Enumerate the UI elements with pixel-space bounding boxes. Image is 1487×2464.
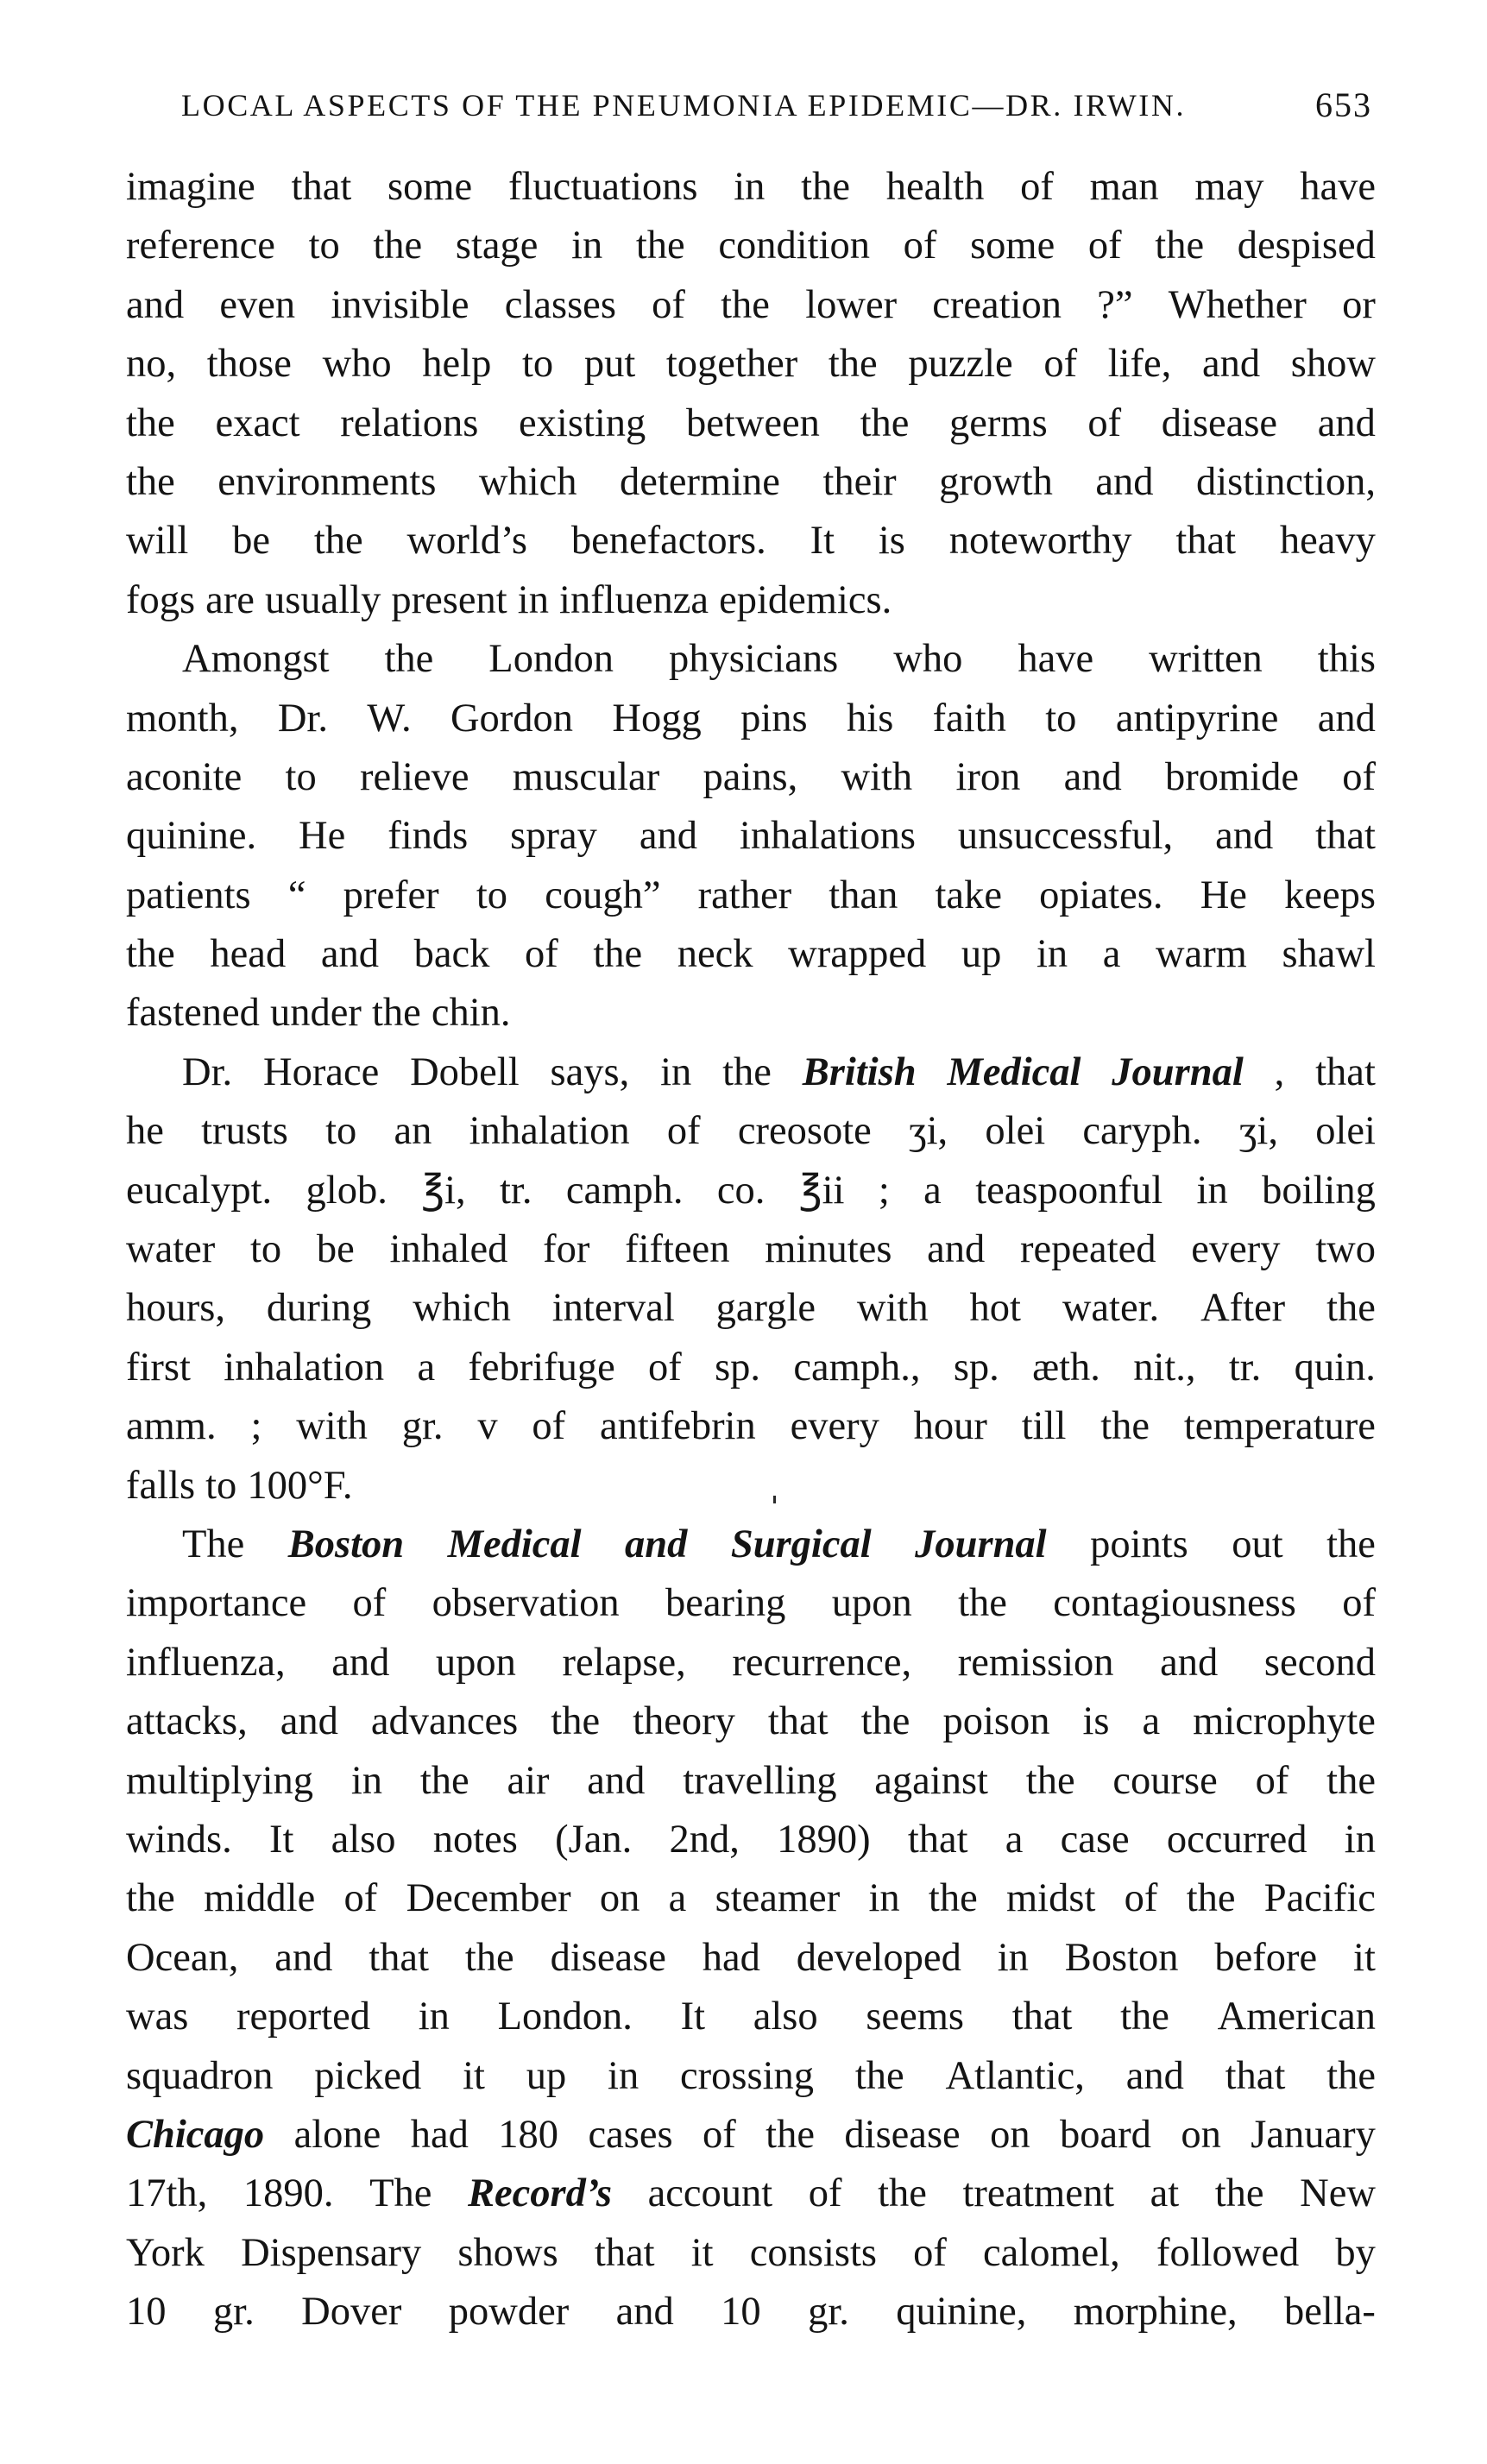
running-title: LOCAL ASPECTS OF THE PNEUMONIA EPIDEMIC—DR. IRWIN. xyxy=(181,88,1187,123)
text-line: influenza, and upon relapse, recurrence, remission and second xyxy=(126,1640,1376,1685)
text-line: fastened under the chin. xyxy=(126,991,511,1036)
text-line: fogs are usually present in influenza epidemics. xyxy=(126,577,892,622)
text-line: aconite to relieve muscular pains, with iron and bromide of xyxy=(126,754,1376,799)
text-line: attacks, and advances the theory that the poison is a microphyte xyxy=(126,1699,1376,1744)
text-line: Dr. Horace Dobell says, in the British Medical Journal , that xyxy=(182,1049,1376,1094)
text-line: imagine that some fluctuations in the health of man may have xyxy=(126,165,1376,209)
text-line: he trusts to an inhalation of creosote ʒi, olei caryph. ʒi, olei xyxy=(126,1109,1376,1154)
page-number: 653 xyxy=(1315,85,1372,124)
text-line: The Boston Medical and Surgical Journal points out the xyxy=(182,1522,1376,1566)
text-line: water to be inhaled for fifteen minutes and repeated every two xyxy=(126,1227,1376,1272)
text-line: the middle of December on a steamer in the midst of the Pacific xyxy=(126,1876,1376,1921)
text-line: Chicago alone had 180 cases of the disease on board on January xyxy=(126,2112,1376,2157)
text-line: eucalypt. glob. ℥i, tr. camph. co. ℥ii ; a teaspoonful in boiling xyxy=(126,1168,1376,1213)
text-line: squadron picked it up in crossing the Atlantic, and that the xyxy=(126,2053,1376,2098)
text-line: 17th, 1890. The Record’s account of the treatment at the New xyxy=(126,2171,1376,2216)
text-line: falls to 100°F. xyxy=(126,1463,353,1508)
text-line: quinine. He finds spray and inhalations unsuccessful, and that xyxy=(126,814,1376,859)
text-line: and even invisible classes of the lower creation ?” Whether or xyxy=(126,282,1376,327)
text-line: Ocean, and that the disease had developed in Boston before it xyxy=(126,1935,1376,1980)
text-line: month, Dr. W. Gordon Hogg pins his faith to antipyrine and xyxy=(126,696,1376,740)
text-line: the exact relations existing between the germs of disease and xyxy=(126,400,1376,445)
text-line: reference to the stage in the condition of some of the despised xyxy=(126,224,1376,268)
stray-ink-mark xyxy=(773,1496,776,1503)
text-line: importance of observation bearing upon the contagiousness of xyxy=(126,1581,1376,1626)
text-line: the head and back of the neck wrapped up in a warm shawl xyxy=(126,932,1376,977)
text-line: the environments which determine their growth and distinction, xyxy=(126,459,1376,504)
body-text xyxy=(126,158,1376,2341)
text-line: 10 gr. Dover powder and 10 gr. quinine, morphine, bella- xyxy=(126,2290,1376,2335)
text-line: Amongst the London physicians who have written this xyxy=(182,637,1376,682)
text-line: hours, during which interval gargle with hot water. After the xyxy=(126,1286,1376,1331)
text-line: winds. It also notes (Jan. 2nd, 1890) that a case occurred in xyxy=(126,1817,1376,1862)
text-line: multiplying in the air and travelling against the course of the xyxy=(126,1758,1376,1803)
text-line: will be the world’s benefactors. It is noteworthy that heavy xyxy=(126,519,1376,564)
text-line: York Dispensary shows that it consists of calomel, followed by xyxy=(126,2230,1376,2275)
running-head xyxy=(181,79,1372,131)
text-line: first inhalation a febrifuge of sp. camph., sp. æth. nit., tr. quin. xyxy=(126,1345,1376,1390)
text-line: was reported in London. It also seems that the American xyxy=(126,1995,1376,2039)
text-line: no, those who help to put together the puzzle of life, and show xyxy=(126,342,1376,387)
text-line: amm. ; with gr. v of antifebrin every hour till the temperature xyxy=(126,1404,1376,1449)
text-line: patients “ prefer to cough” rather than take opiates. He keeps xyxy=(126,873,1376,917)
